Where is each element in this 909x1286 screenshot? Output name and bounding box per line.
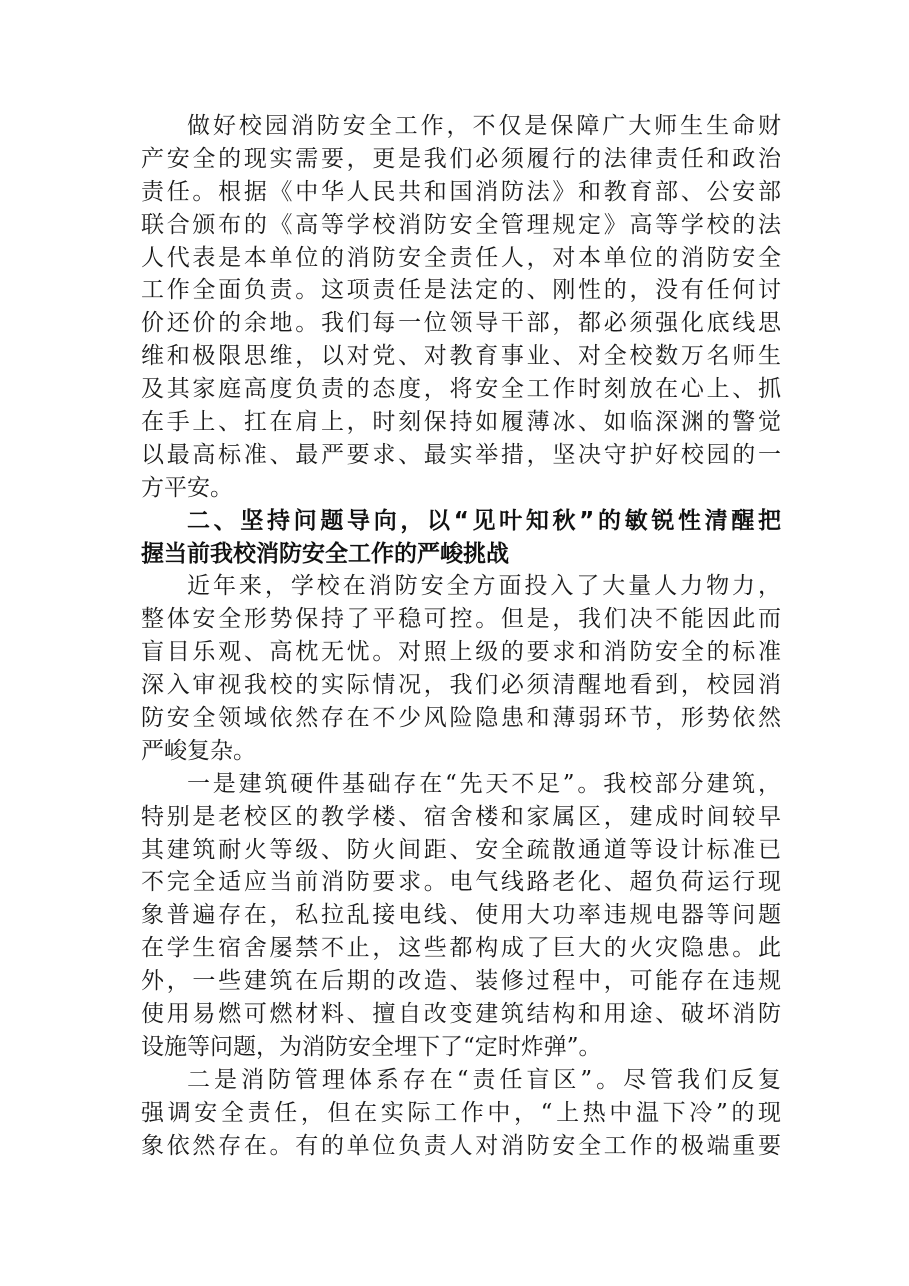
body-line: 二是消防管理体系存在“责任盲区”。尽管我们反复 [187, 1066, 781, 1093]
body-line: 设施等问题，为消防安全埋下了“定时炸弹”。 [141, 1033, 602, 1060]
section-heading-line: 握当前我校消防安全工作的严峻挑战 [141, 540, 509, 567]
section-heading-line: 二、坚持问题导向，以“见叶知秋”的敏锐性清醒把 [187, 507, 781, 534]
body-line: 盲目乐观、高枕无忧。对照上级的要求和消防安全的标准 [141, 639, 781, 666]
body-line: 严峻复杂。 [141, 737, 256, 764]
body-line: 特别是老校区的教学楼、宿舍楼和家属区，建成时间较早 [141, 803, 781, 830]
body-line: 强调安全责任，但在实际工作中，“上热中温下冷”的现 [141, 1099, 781, 1126]
document-body [141, 110, 781, 1163]
body-line: 产安全的现实需要，更是我们必须履行的法律责任和政治 [141, 145, 781, 172]
body-line: 价还价的余地。我们每一位领导干部，都必须强化底线思 [141, 310, 781, 337]
body-line: 维和极限思维，以对党、对教育事业、对全校数万名师生 [141, 343, 781, 370]
body-line: 人代表是本单位的消防安全责任人，对本单位的消防安全 [141, 244, 781, 271]
body-line: 近年来，学校在消防安全方面投入了大量人力物力， [187, 573, 781, 600]
body-line: 责任。根据《中华人民共和国消防法》和教育部、公安部 [141, 178, 781, 205]
body-line: 防安全领域依然存在不少风险隐患和薄弱环节，形势依然 [141, 705, 781, 732]
body-line: 方平安。 [141, 474, 233, 501]
body-line: 整体安全形势保持了平稳可控。但是，我们决不能因此而 [141, 606, 781, 633]
body-line: 使用易燃可燃材料、擅自改变建筑结构和用途、破坏消防 [141, 1001, 781, 1028]
body-line: 不完全适应当前消防要求。电气线路老化、超负荷运行现 [141, 869, 781, 896]
body-line: 联合颁布的《高等学校消防安全管理规定》高等学校的法 [141, 211, 781, 238]
body-line: 在学生宿舍屡禁不止，这些都构成了巨大的火灾隐患。此 [141, 935, 781, 962]
body-line: 工作全面负责。这项责任是法定的、刚性的，没有任何讨 [141, 277, 781, 304]
body-line: 外，一些建筑在后期的改造、装修过程中，可能存在违规 [141, 968, 781, 995]
body-line: 象依然存在。有的单位负责人对消防安全工作的极端重要 [141, 1132, 781, 1159]
body-line: 一是建筑硬件基础存在“先天不足”。我校部分建筑， [187, 770, 781, 797]
body-line: 以最高标准、最严要求、最实举措，坚决守护好校园的一 [141, 441, 781, 468]
body-line: 及其家庭高度负责的态度，将安全工作时刻放在心上、抓 [141, 376, 781, 403]
body-line: 在手上、扛在肩上，时刻保持如履薄冰、如临深渊的警觉 [141, 409, 781, 436]
body-line: 象普遍存在，私拉乱接电线、使用大功率违规电器等问题 [141, 902, 781, 929]
body-line: 做好校园消防安全工作，不仅是保障广大师生生命财 [187, 113, 781, 139]
body-line: 其建筑耐火等级、防火间距、安全疏散通道等设计标准已 [141, 836, 781, 863]
body-line: 深入审视我校的实际情况，我们必须清醒地看到，校园消 [141, 672, 781, 699]
